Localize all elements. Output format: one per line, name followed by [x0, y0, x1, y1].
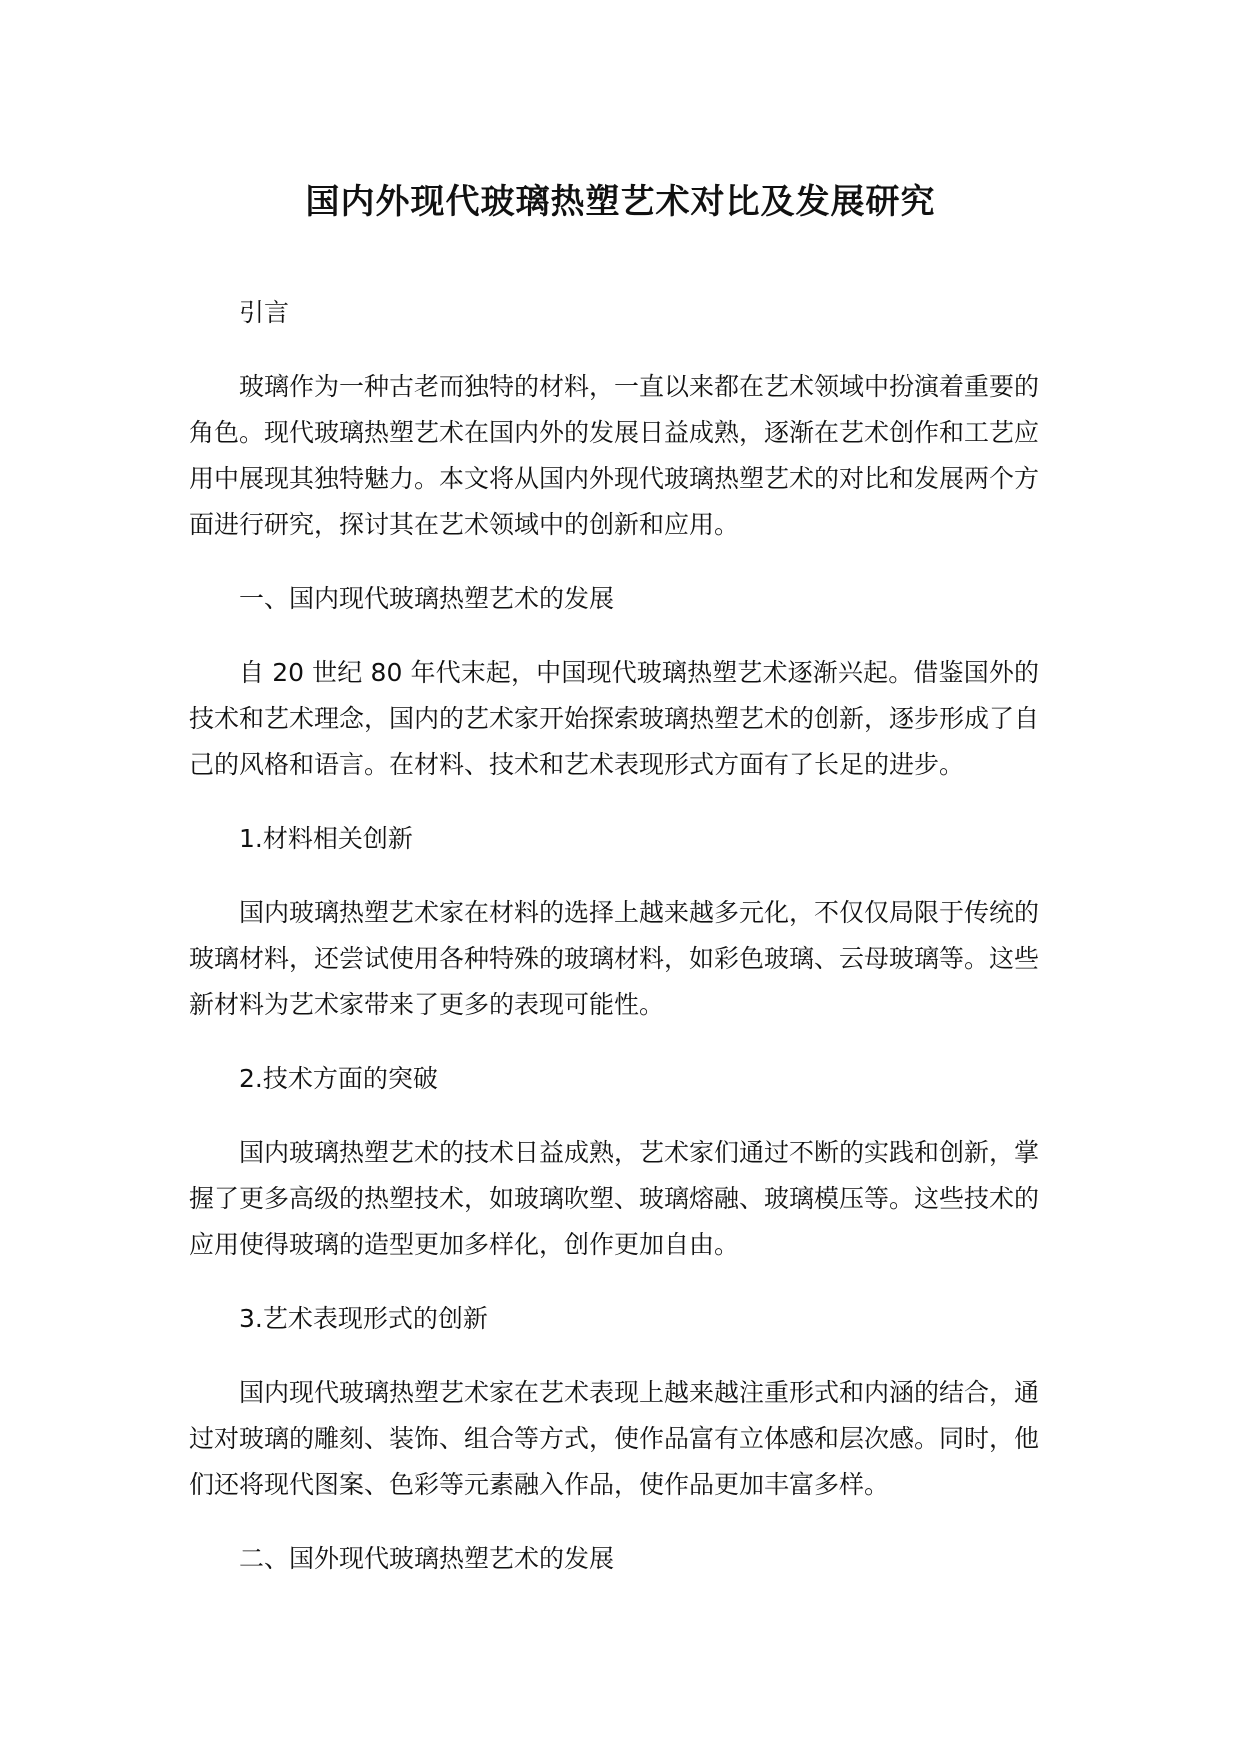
- subsection3-heading: 3.艺术表现形式的创新: [239, 1304, 488, 1333]
- subsection1-paragraph: 国内玻璃热塑艺术家在材料的选择上越来越多元化，不仅仅局限于传统的玻璃材料，还尝试使用各种特殊的玻璃材料，如彩色玻璃、云母玻璃等。这些新材料为艺术家带来了更多的表现可能性。: [189, 898, 1040, 1019]
- section1-heading: 一、国内现代玻璃热塑艺术的发展: [239, 584, 615, 613]
- intro-paragraph: 玻璃作为一种古老而独特的材料，一直以来都在艺术领域中扮演着重要的角色。现代玻璃热塑艺术在国内外的发展日益成熟，逐渐在艺术创作和工艺应用中展现其独特魅力。本文将从国内外现代玻璃热塑艺术的对比和发展两个方面进行研究，探讨其在艺术领域中的创新和应用。: [189, 372, 1040, 539]
- subsection1-heading: 1.材料相关创新: [239, 824, 413, 853]
- section1-paragraph: 自 20 世纪 80 年代末起，中国现代玻璃热塑艺术逐渐兴起。借鉴国外的技术和艺术理念，国内的艺术家开始探索玻璃热塑艺术的创新，逐步形成了自己的风格和语言。在材料、技术和艺术表现形式方面有了长足的进步。: [189, 658, 1040, 779]
- document-title: 国内外现代玻璃热塑艺术对比及发展研究: [305, 182, 936, 222]
- section2-heading: 二、国外现代玻璃热塑艺术的发展: [239, 1544, 615, 1573]
- intro-heading: 引言: [239, 298, 290, 327]
- subsection2-paragraph: 国内玻璃热塑艺术的技术日益成熟，艺术家们通过不断的实践和创新，掌握了更多高级的热塑技术，如玻璃吹塑、玻璃熔融、玻璃模压等。这些技术的应用使得玻璃的造型更加多样化，创作更加自由。: [189, 1138, 1040, 1259]
- subsection2-heading: 2.技术方面的突破: [239, 1064, 438, 1093]
- document-body: [189, 290, 1039, 1610]
- subsection3-paragraph: 国内现代玻璃热塑艺术家在艺术表现上越来越注重形式和内涵的结合，通过对玻璃的雕刻、装饰、组合等方式，使作品富有立体感和层次感。同时，他们还将现代图案、色彩等元素融入作品，使作品更加丰富多样。: [189, 1378, 1040, 1499]
